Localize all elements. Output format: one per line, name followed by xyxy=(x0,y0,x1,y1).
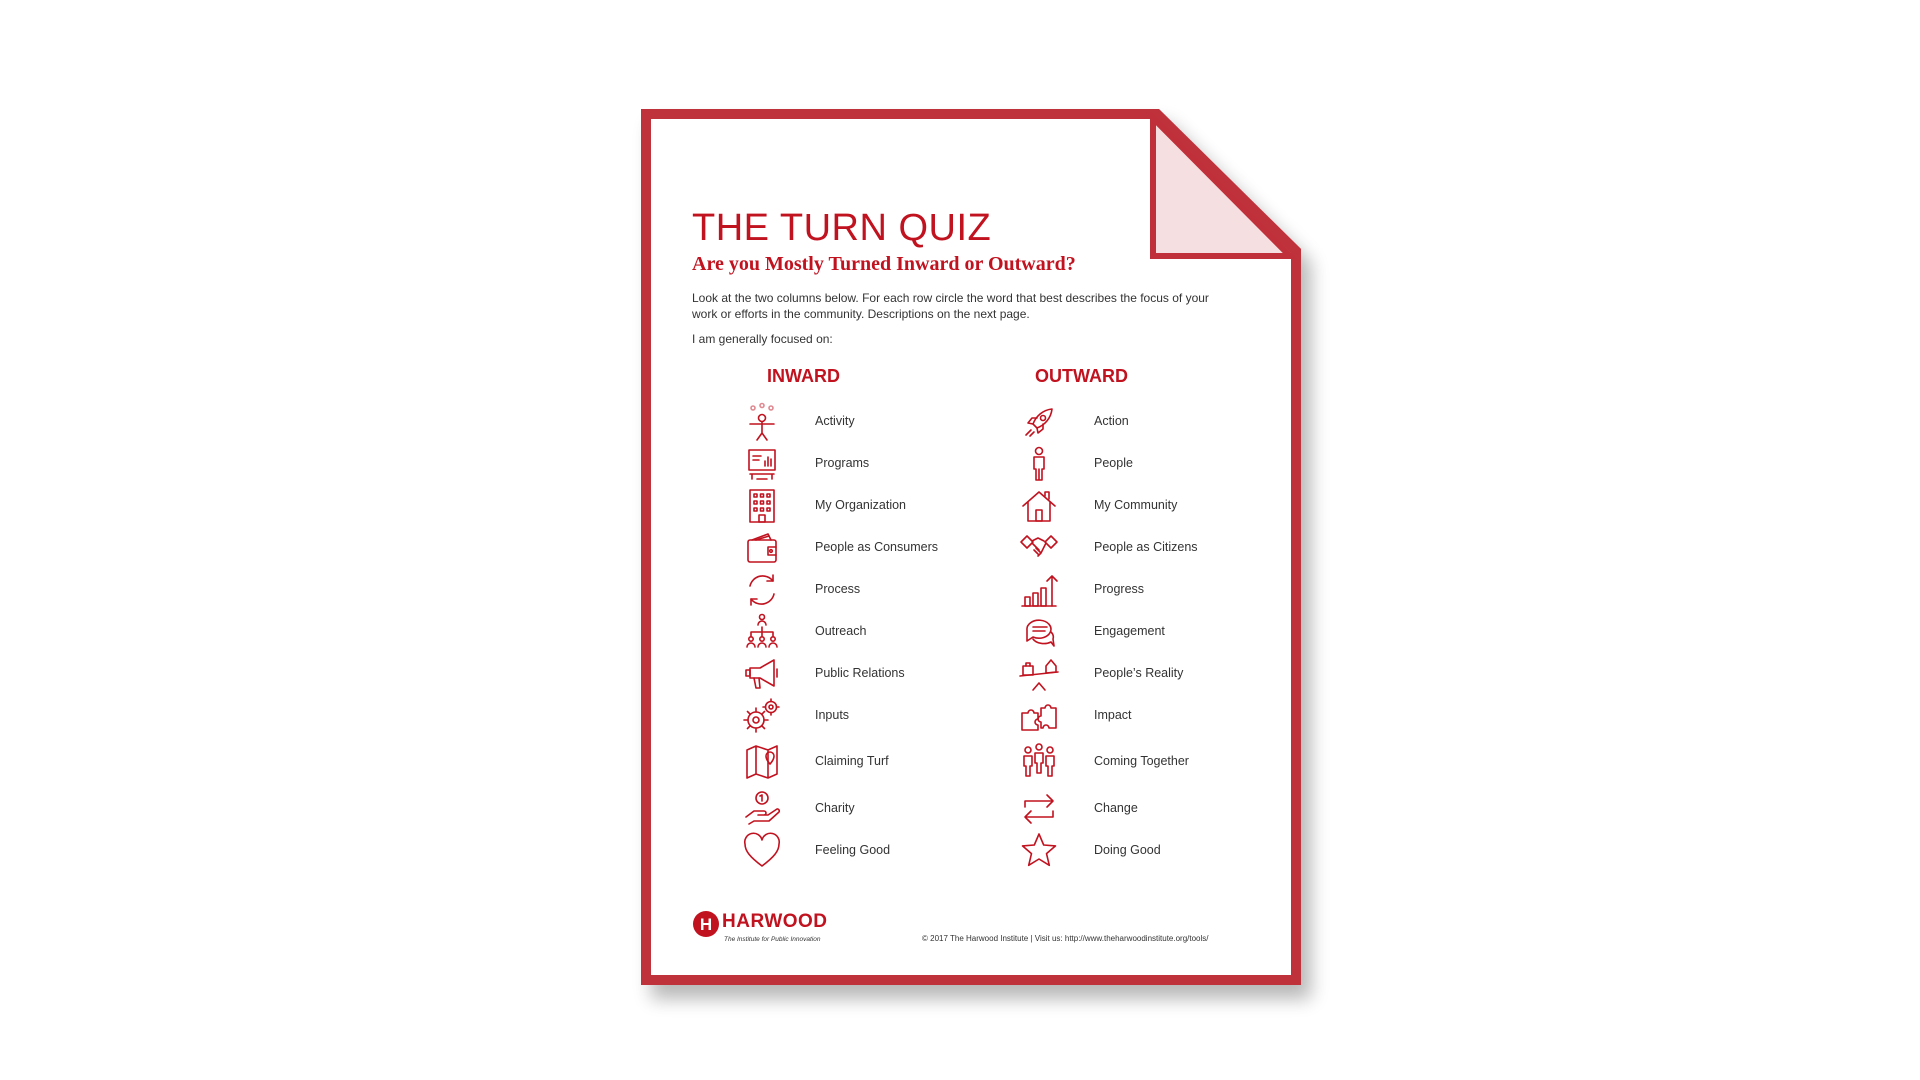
balance-scale-icon xyxy=(1019,654,1059,694)
quiz-row xyxy=(692,831,1252,871)
inward-option-label[interactable]: Programs xyxy=(815,456,870,470)
quiz-row xyxy=(692,612,1252,652)
inward-option-label[interactable]: Feeling Good xyxy=(815,843,891,857)
quiz-row xyxy=(692,444,1252,484)
outward-option-label[interactable]: People xyxy=(1094,456,1133,470)
heart-icon xyxy=(742,831,782,871)
group-of-people-icon xyxy=(1019,742,1059,782)
handshake-icon xyxy=(1019,528,1059,568)
outward-column-heading: OUTWARD xyxy=(1035,366,1128,386)
inward-option-label[interactable]: Charity xyxy=(815,801,855,815)
footer-text: © 2017 The Harwood Institute | Visit us: http://www.theharwoodinstitute.org/tools/ xyxy=(922,934,1209,943)
inward-option-label[interactable]: My Organization xyxy=(815,498,907,512)
outward-option-label[interactable]: Engagement xyxy=(1094,624,1165,638)
inward-option-label[interactable]: Public Relations xyxy=(815,666,905,680)
quiz-row xyxy=(692,402,1252,442)
outward-option-label[interactable]: My Community xyxy=(1094,498,1178,512)
harwood-logo-mark xyxy=(692,910,720,938)
person-icon xyxy=(1019,444,1059,484)
inward-option-label[interactable]: Process xyxy=(815,582,861,596)
quiz-row xyxy=(692,528,1252,568)
wallet-icon xyxy=(742,528,782,568)
presentation-board-icon xyxy=(742,444,782,484)
quiz-row xyxy=(692,696,1252,736)
outward-option-label[interactable]: Change xyxy=(1094,801,1138,815)
quiz-row xyxy=(692,789,1252,829)
org-chart-icon xyxy=(742,612,782,652)
house-icon xyxy=(1019,486,1059,526)
brand-name: HARWOOD xyxy=(722,911,828,932)
quiz-row xyxy=(692,486,1252,526)
inward-option-label[interactable]: People as Consumers xyxy=(815,540,938,554)
quiz-row xyxy=(692,570,1252,610)
inward-option-label[interactable]: Claiming Turf xyxy=(815,754,889,768)
quiz-row xyxy=(692,654,1252,694)
swap-arrows-icon xyxy=(1019,789,1059,829)
inward-option-label[interactable]: Activity xyxy=(815,414,855,428)
person-juggling-icon xyxy=(742,402,782,442)
puzzle-pieces-icon xyxy=(1019,696,1059,736)
instructions-text: Look at the two columns below. For each row circle the word that best describes the focus of your work or efforts in the community. Descriptions on the next page. xyxy=(692,291,1209,321)
focus-prompt: I am generally focused on: xyxy=(692,332,833,346)
brand-tagline: The Institute for Public Innovation xyxy=(724,936,821,943)
outward-option-label[interactable]: People as Citizens xyxy=(1094,540,1198,554)
outward-option-label[interactable]: Doing Good xyxy=(1094,843,1161,857)
quiz-row xyxy=(692,742,1252,782)
inward-option-label[interactable]: Inputs xyxy=(815,708,850,722)
page-title: THE TURN QUIZ xyxy=(692,207,992,249)
logo-mark-letter: H xyxy=(699,915,713,934)
inward-option-label[interactable]: Outreach xyxy=(815,624,867,638)
outward-option-label[interactable]: Coming Together xyxy=(1094,754,1189,768)
megaphone-icon xyxy=(742,654,782,694)
page-subtitle: Are you Mostly Turned Inward or Outward? xyxy=(692,253,1076,275)
quiz-content xyxy=(692,200,1252,960)
office-building-icon xyxy=(742,486,782,526)
cycle-arrows-icon xyxy=(742,570,782,610)
outward-option-label[interactable]: People’s Reality xyxy=(1094,666,1184,680)
outward-option-label[interactable]: Action xyxy=(1094,414,1129,428)
hand-coin-icon xyxy=(742,789,782,829)
inward-column-heading: INWARD xyxy=(767,366,840,386)
map-pin-icon xyxy=(742,742,782,782)
speech-bubbles-icon xyxy=(1019,612,1059,652)
outward-option-label[interactable]: Impact xyxy=(1094,708,1132,722)
harwood-logo xyxy=(692,910,842,946)
bar-chart-arrow-icon xyxy=(1019,570,1059,610)
star-icon xyxy=(1019,831,1059,871)
quiz-rows xyxy=(692,200,1252,960)
gears-icon xyxy=(742,696,782,736)
outward-option-label[interactable]: Progress xyxy=(1094,582,1145,596)
rocket-icon xyxy=(1019,402,1059,442)
